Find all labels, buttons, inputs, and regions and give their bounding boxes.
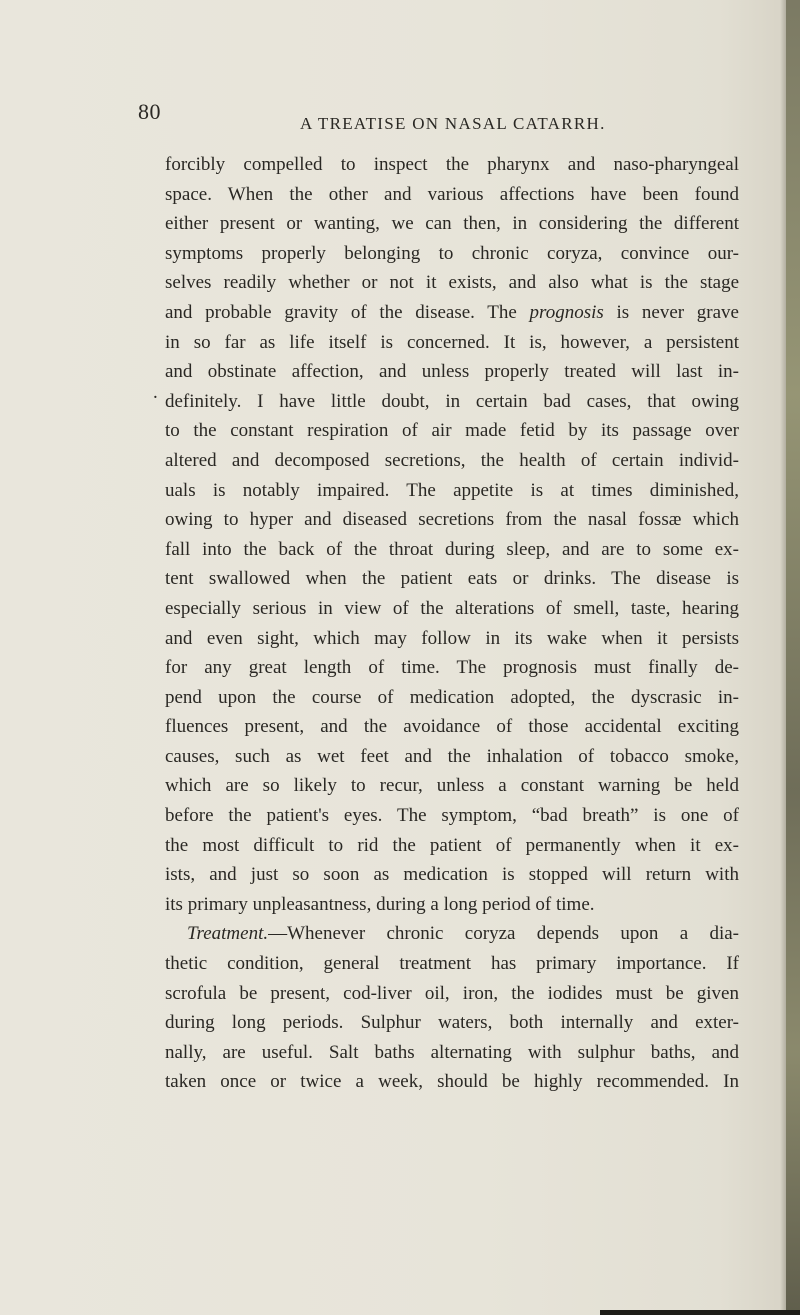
text-line: the most difficult to rid the patient of permanently when it ex- [165, 834, 739, 856]
text-line: ists, and just so soon as medication is stopped will return with [165, 864, 739, 886]
text-line: causes, such as wet feet and the inhalation of tobacco smoke, [165, 745, 739, 767]
bottom-rule [600, 1310, 800, 1315]
text-line: scrofula be present, cod-liver oil, iron, the iodides must be given [165, 982, 739, 1004]
text-line: during long periods. Sulphur waters, both internally and exter- [165, 1012, 739, 1034]
text-line: fluences present, and the avoidance of those accidental exciting [165, 716, 739, 738]
text-line: altered and decomposed secretions, the health of certain individ- [165, 449, 739, 471]
text-line: tent swallowed when the patient eats or drinks. The disease is [165, 568, 739, 590]
text-line: especially serious in view of the alterations of smell, taste, hearing [165, 597, 739, 619]
running-head: A TREATISE ON NASAL CATARRH. [300, 114, 606, 133]
page-edge-stain [786, 0, 800, 1315]
text-fragment: is never grave [603, 301, 739, 323]
text-fragment: and probable gravity of the disease. [165, 301, 475, 323]
text-line: which are so likely to recur, unless a constant warning be held [165, 775, 739, 797]
text-line: space. When the other and various affections have been found [165, 183, 739, 205]
text-line: symptoms properly belonging to chronic coryza, convince our- [165, 242, 739, 264]
prognosis-italic: prognosis [529, 301, 604, 323]
text-line: to the constant respiration of air made fetid by its passage over [165, 420, 739, 442]
text-line: nally, are useful. Salt baths alternating with sulphur baths, and [165, 1041, 739, 1063]
text-fragment: The [487, 301, 530, 323]
text-line: forcibly compelled to inspect the pharynx and naso-pharyngeal [165, 154, 739, 175]
page-number: 80 [138, 99, 161, 124]
text-line: thetic condition, general treatment has primary importance. If [165, 953, 739, 975]
margin-mark: . [153, 382, 158, 403]
text-line: fall into the back of the throat during sleep, and are to some ex- [165, 538, 739, 560]
text-line: owing to hyper and diseased secretions from the nasal fossæ which [165, 509, 739, 531]
text-line: for any great length of time. The prognosis must finally de- [165, 657, 739, 679]
text-line: and even sight, which may follow in its wake when it persists [165, 627, 739, 649]
text-line: selves readily whether or not it exists, and also what is the stage [165, 272, 739, 294]
treatment-heading: Treatment. [187, 923, 269, 945]
body-text [165, 150, 739, 1097]
text-line: before the patient's eyes. The symptom, “bad breath” is one of [165, 805, 739, 827]
text-line: its primary unpleasantness, during a long period of time. [165, 893, 595, 915]
text-line: definitely. I have little doubt, in certain bad cases, that owing [165, 390, 739, 412]
text-line: and obstinate affection, and unless properly treated will last in- [165, 361, 739, 383]
text-line: pend upon the course of medication adopted, the dyscrasic in- [165, 686, 739, 708]
text-line-prognosis [165, 298, 739, 328]
text-line: in so far as life itself is concerned. It is, however, a persistent [165, 331, 739, 353]
text-line-treatment [165, 919, 739, 949]
text-line: uals is notably impaired. The appetite is at times diminished, [165, 479, 739, 501]
text-line: taken once or twice a week, should be highly recommended. In [165, 1071, 739, 1093]
text-line: either present or wanting, we can then, in considering the different [165, 213, 739, 235]
text-fragment: —Whenever chronic coryza depends upon a dia- [268, 923, 739, 945]
